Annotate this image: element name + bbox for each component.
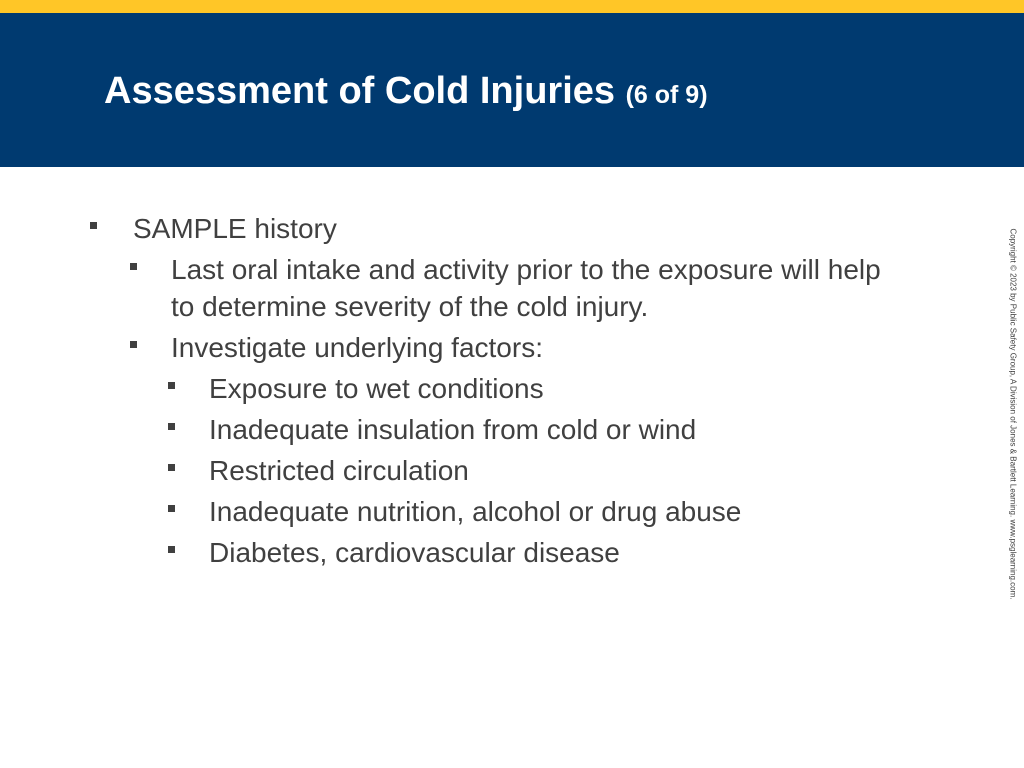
bullet-level3 bbox=[0, 534, 980, 571]
slide-title bbox=[104, 68, 708, 118]
bullet-list bbox=[0, 210, 980, 575]
square-bullet-icon bbox=[130, 263, 137, 270]
square-bullet-icon bbox=[168, 505, 175, 512]
slide-counter: (6 of 9) bbox=[625, 81, 708, 109]
bullet-text: Last oral intake and activity prior to the exposure will help to determine severity of the cold injury. bbox=[171, 254, 881, 322]
bullet-text: Diabetes, cardiovascular disease bbox=[209, 537, 620, 568]
bullet-level2 bbox=[0, 251, 911, 325]
bullet-level3 bbox=[0, 452, 980, 489]
bullet-level3 bbox=[0, 411, 980, 448]
bullet-text: SAMPLE history bbox=[133, 213, 337, 244]
copyright-notice: Copyright © 2023 by Public Safety Group, A Division of Jones & Bartlett Learning. www.psglearning.com. bbox=[1008, 228, 1018, 600]
bullet-level3 bbox=[0, 370, 980, 407]
bullet-level1 bbox=[0, 210, 980, 247]
bullet-text: Inadequate nutrition, alcohol or drug abuse bbox=[209, 496, 742, 527]
square-bullet-icon bbox=[168, 382, 175, 389]
bullet-level2 bbox=[0, 329, 911, 366]
bullet-level3 bbox=[0, 493, 980, 530]
square-bullet-icon bbox=[130, 341, 137, 348]
bullet-text: Exposure to wet conditions bbox=[209, 373, 544, 404]
bullet-text: Investigate underlying factors: bbox=[171, 332, 543, 363]
accent-stripe bbox=[0, 0, 1024, 13]
square-bullet-icon bbox=[168, 423, 175, 430]
square-bullet-icon bbox=[90, 222, 97, 229]
square-bullet-icon bbox=[168, 464, 175, 471]
square-bullet-icon bbox=[168, 546, 175, 553]
slide-title-text: Assessment of Cold Injuries bbox=[104, 70, 616, 112]
bullet-text: Restricted circulation bbox=[209, 455, 469, 486]
bullet-text: Inadequate insulation from cold or wind bbox=[209, 414, 697, 445]
